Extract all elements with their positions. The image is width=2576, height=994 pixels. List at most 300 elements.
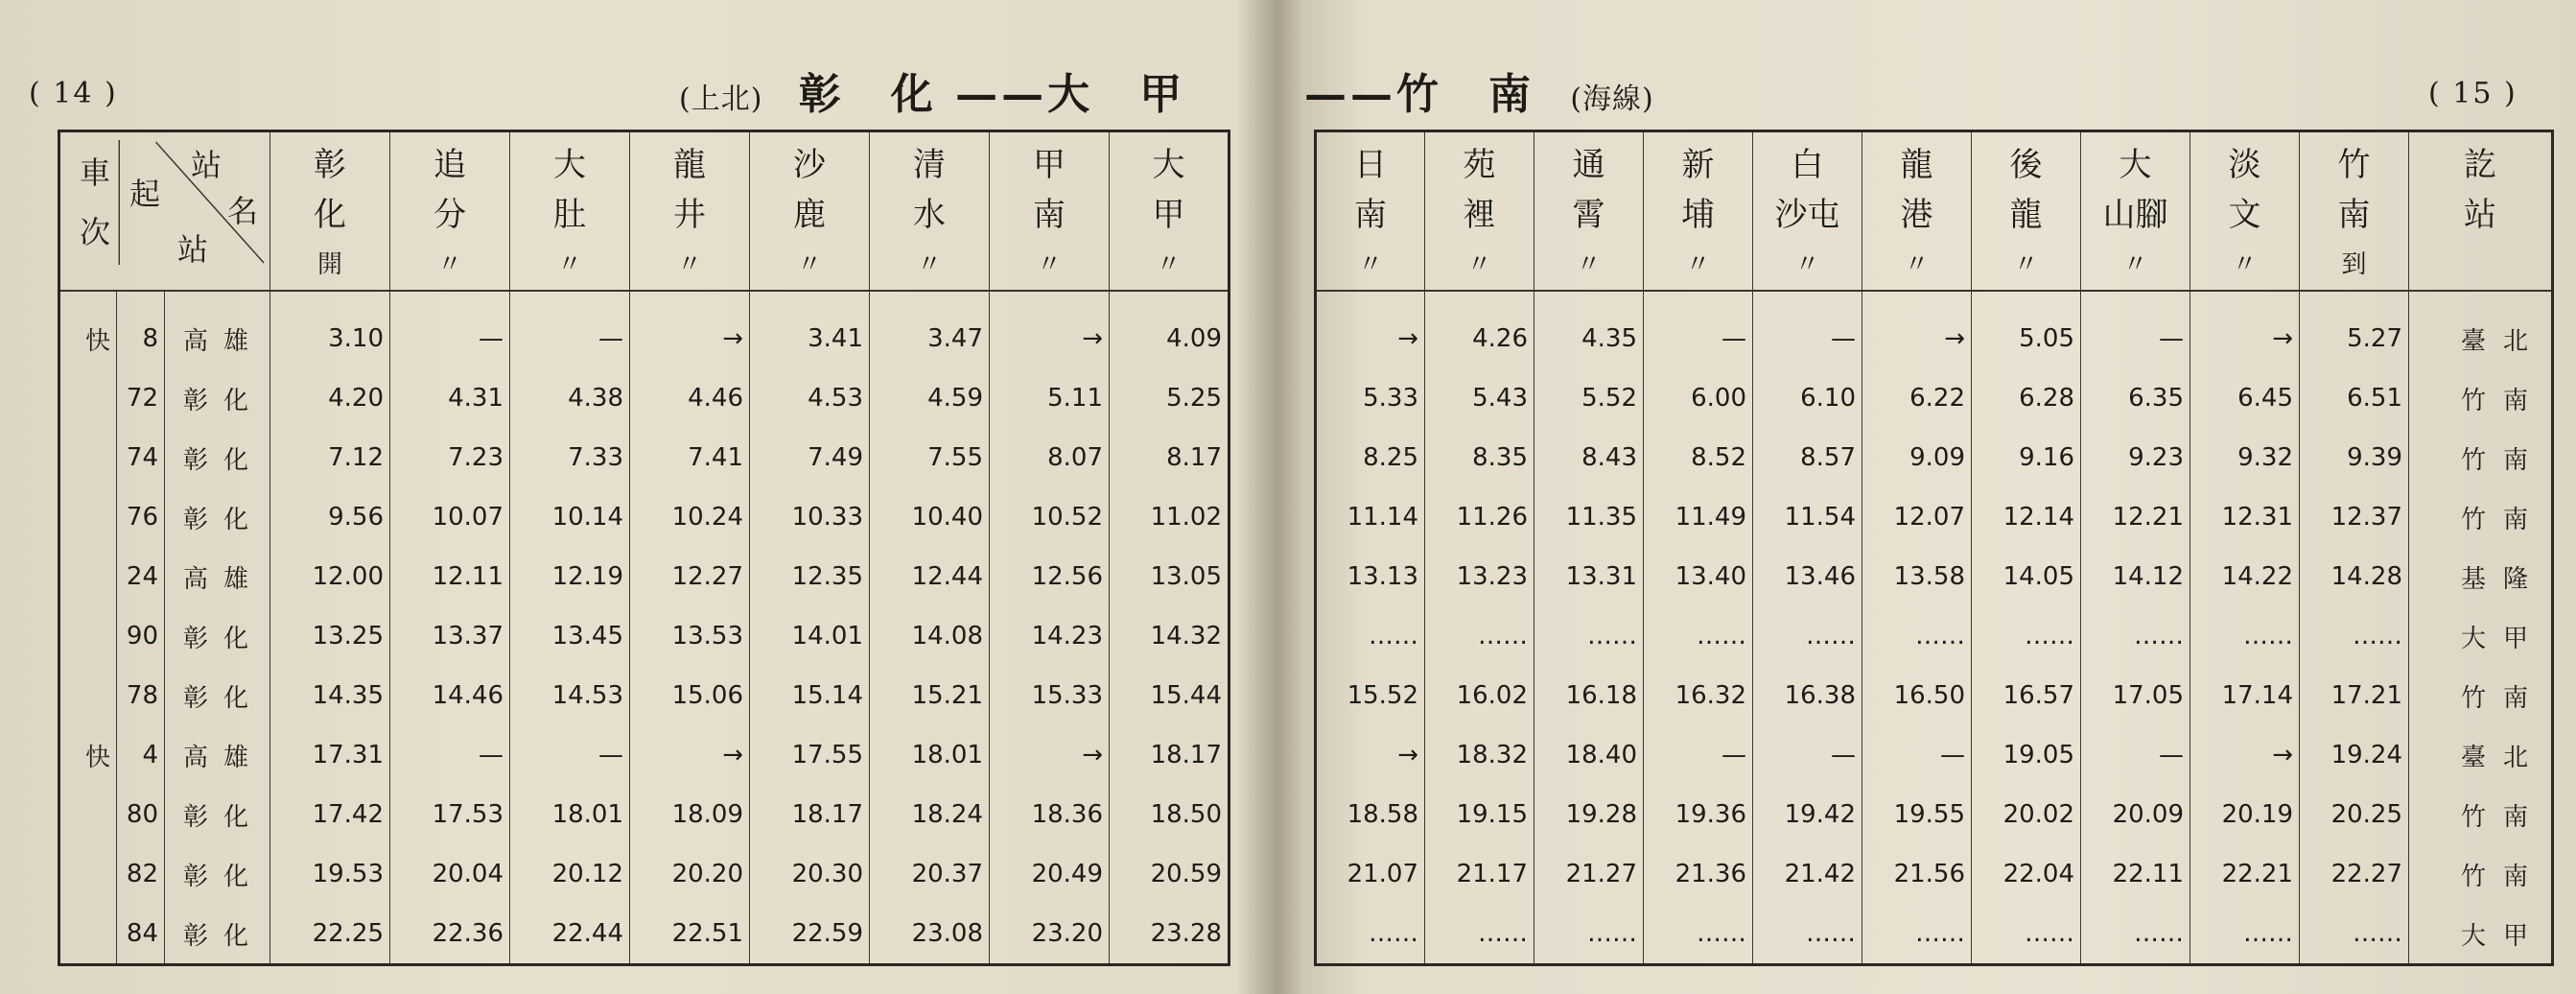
time-cell: 19.28 [1534,785,1644,844]
station-name [874,140,985,290]
station-name [1866,140,1967,290]
time-cell: → [1316,725,1425,785]
time-cell: …… [2081,904,2190,965]
train-number: 78 [117,666,165,725]
time-cell: …… [1753,606,1862,666]
origin-station: 彰化 [165,487,270,547]
station-header [870,131,990,292]
station-name [2194,140,2295,290]
time-cell: 12.14 [1972,487,2081,547]
train-number: 84 [117,904,165,965]
time-cell: → [630,291,750,368]
time-cell: 6.45 [2190,368,2300,428]
time-cell: 14.01 [750,606,870,666]
timetable-right [1314,130,2554,966]
time-cell: 18.17 [1110,725,1229,785]
train-class [59,904,117,965]
station-char-top: 日 [1354,146,1387,184]
destination-station: 竹南 [2409,844,2553,904]
station-char-top: 淡 [2228,146,2261,184]
time-cell: 5.33 [1316,368,1425,428]
time-cell: 6.10 [1753,368,1862,428]
time-cell: 16.57 [1972,666,2081,725]
destination-station: 臺北 [2409,725,2553,785]
station-char-mid: 南 [2337,196,2371,234]
time-cell: 6.51 [2300,368,2409,428]
time-cell: 14.22 [2190,547,2300,606]
time-cell: 19.55 [1862,785,1972,844]
time-cell: 13.37 [390,606,510,666]
time-cell: 7.41 [630,428,750,487]
station-char-mid: 鹿 [793,196,827,234]
station-header [1862,131,1972,292]
time-cell: 16.50 [1862,666,1972,725]
station-char-mid: 水 [913,196,947,234]
station-header [1534,131,1644,292]
time-cell: 13.05 [1110,547,1229,606]
time-cell: 13.31 [1534,547,1644,606]
timetable-row [59,487,1229,547]
time-cell: 18.40 [1534,725,1644,785]
origin-station: 高雄 [165,547,270,606]
train-class [59,547,117,606]
train-class [59,785,117,844]
time-cell: …… [1316,904,1425,965]
station-char-mid: 南 [1033,196,1066,234]
station-header [2300,131,2409,292]
time-cell: 23.08 [870,904,990,965]
time-cell: 19.36 [1644,785,1753,844]
time-cell: 10.40 [870,487,990,547]
station-name [1429,140,1530,290]
station-header [270,131,390,292]
time-cell: 20.37 [870,844,990,904]
time-cell: 21.56 [1862,844,1972,904]
origin-station: 彰化 [165,606,270,666]
time-cell: …… [2081,606,2190,666]
time-cell: 9.56 [270,487,390,547]
station-char-top: 大 [1152,146,1185,184]
station-header [2190,131,2300,292]
station-char-top: 追 [433,146,467,184]
time-cell: …… [1972,904,2081,965]
time-cell: 21.36 [1644,844,1753,904]
time-cell: 7.12 [270,428,390,487]
station-header [750,131,870,292]
station-header [1316,131,1425,292]
left-page [0,0,1247,994]
time-cell: …… [1862,904,1972,965]
corner-label-origin_a: 起 [129,176,161,212]
station-name [634,140,745,290]
destination-station: 竹南 [2409,428,2553,487]
time-cell: 20.25 [2300,785,2409,844]
title-destination: ——大 甲 [955,70,1186,119]
station-name [994,140,1105,290]
destination-station: 基隆 [2409,547,2553,606]
station-char-top: 訖 [2464,146,2496,184]
station-char-top: 龍 [1900,146,1933,184]
station-mark: 〃 [557,250,583,279]
time-cell: 8.35 [1425,428,1534,487]
time-cell: 22.21 [2190,844,2300,904]
station-mark: 〃 [1794,250,1820,279]
time-cell: …… [1534,606,1644,666]
timetable-row [59,844,1229,904]
time-cell: 14.05 [1972,547,2081,606]
train-number: 74 [117,428,165,487]
time-cell: 19.53 [270,844,390,904]
station-header [1425,131,1534,292]
timetable-row [1316,725,2553,785]
time-cell: 10.07 [390,487,510,547]
time-cell: 11.26 [1425,487,1534,547]
time-cell: 5.11 [990,368,1110,428]
time-cell: 13.53 [630,606,750,666]
time-cell: …… [1972,606,2081,666]
station-mark: 〃 [437,250,463,279]
station-char-mid: 井 [673,196,707,234]
train-number: 8 [117,291,165,368]
time-cell: 9.32 [2190,428,2300,487]
time-cell: 6.28 [1972,368,2081,428]
timetable-row [1316,666,2553,725]
origin-station: 彰化 [165,428,270,487]
time-cell: — [1753,725,1862,785]
station-name [1321,140,1420,290]
station-char-mid: 化 [314,196,347,234]
time-cell: 4.09 [1110,291,1229,368]
station-char-top: 白 [1791,146,1824,184]
station-char-mid: 分 [433,196,467,234]
station-name [2085,140,2186,290]
train-class: 快 [59,291,117,368]
time-cell: …… [1534,904,1644,965]
time-cell: 13.13 [1316,547,1425,606]
timetable-title-right [1304,59,1672,121]
time-cell: 9.09 [1862,428,1972,487]
station-name [2413,140,2547,240]
time-cell: 12.31 [2190,487,2300,547]
station-char-mid: 山腳 [2102,196,2168,234]
time-cell: 16.18 [1534,666,1644,725]
time-cell: 3.10 [270,291,390,368]
station-char-top: 甲 [1033,146,1066,184]
time-cell: — [1644,291,1753,368]
page-number-left: ( 14 ) [29,77,118,110]
time-cell: 20.02 [1972,785,2081,844]
time-cell: 10.14 [510,487,630,547]
station-mark: 〃 [1466,250,1492,279]
page-number-right: ( 15 ) [2428,77,2517,110]
time-cell: 22.27 [2300,844,2409,904]
station-name [394,140,505,290]
timetable-row [59,428,1229,487]
station-name [1757,140,1858,290]
time-cell: 8.52 [1644,428,1753,487]
train-number: 82 [117,844,165,904]
time-cell: 12.00 [270,547,390,606]
station-char-top: 沙 [793,146,827,184]
timetable-row [1316,547,2553,606]
station-mark: 開 [317,250,343,279]
train-number: 90 [117,606,165,666]
time-cell: 17.53 [390,785,510,844]
station-header [390,131,510,292]
time-cell: 12.56 [990,547,1110,606]
time-cell: → [630,725,750,785]
time-cell: 10.52 [990,487,1110,547]
time-cell: 15.06 [630,666,750,725]
time-cell: 9.39 [2300,428,2409,487]
time-cell: …… [1425,606,1534,666]
station-char-mid: 肚 [553,196,587,234]
time-cell: 4.31 [390,368,510,428]
time-cell: — [2081,725,2190,785]
station-char-top: 彰 [314,146,347,184]
time-cell: 10.24 [630,487,750,547]
time-cell: 12.07 [1862,487,1972,547]
time-cell: 5.25 [1110,368,1229,428]
station-char-top: 大 [553,146,587,184]
time-cell: → [990,725,1110,785]
time-cell: 6.00 [1644,368,1753,428]
train-class [59,844,117,904]
train-class [59,368,117,428]
time-cell: 15.33 [990,666,1110,725]
timetable-row [1316,785,2553,844]
time-cell: 3.41 [750,291,870,368]
station-header [1972,131,2081,292]
time-cell: 14.32 [1110,606,1229,666]
time-cell: 4.35 [1534,291,1644,368]
destination-station: 大甲 [2409,904,2553,965]
corner-cell [64,140,266,268]
station-char-top: 龍 [673,146,707,184]
time-cell: …… [2190,606,2300,666]
timetable-row [1316,487,2553,547]
time-cell: …… [2300,904,2409,965]
direction-label: (上北) [679,83,763,116]
station-char-mid: 裡 [1463,196,1496,234]
time-cell: — [390,291,510,368]
time-cell: 13.23 [1425,547,1534,606]
train-class [59,487,117,547]
time-cell: 8.17 [1110,428,1229,487]
destination-station: 竹南 [2409,487,2553,547]
origin-station: 彰化 [165,666,270,725]
origin-station: 彰化 [165,844,270,904]
time-cell: 3.47 [870,291,990,368]
train-class: 快 [59,725,117,785]
station-char-mid: 沙屯 [1774,196,1840,234]
time-cell: 17.05 [2081,666,2190,725]
time-cell: — [2081,291,2190,368]
time-cell: 12.44 [870,547,990,606]
station-header [2081,131,2190,292]
time-cell: — [1644,725,1753,785]
time-cell: — [1753,291,1862,368]
time-cell: 9.16 [1972,428,2081,487]
station-char-top: 苑 [1463,146,1496,184]
time-cell: 13.40 [1644,547,1753,606]
time-cell: 12.11 [390,547,510,606]
time-cell: 11.49 [1644,487,1753,547]
train-number: 72 [117,368,165,428]
time-cell: …… [1644,904,1753,965]
station-char-top: 後 [2009,146,2043,184]
time-cell: 12.35 [750,547,870,606]
train-class [59,666,117,725]
train-number: 76 [117,487,165,547]
station-name [1648,140,1748,290]
time-cell: → [1862,291,1972,368]
time-cell: → [990,291,1110,368]
station-char-top: 竹 [2337,146,2371,184]
time-cell: 17.21 [2300,666,2409,725]
time-cell: 19.42 [1753,785,1862,844]
destination-station: 竹南 [2409,368,2553,428]
timetable-row [59,606,1229,666]
time-cell: 16.38 [1753,666,1862,725]
time-cell: 14.53 [510,666,630,725]
destination-station: 竹南 [2409,666,2553,725]
time-cell: 14.46 [390,666,510,725]
train-number-header [59,131,270,292]
destination-station: 大甲 [2409,606,2553,666]
time-cell: 18.17 [750,785,870,844]
time-cell: 5.52 [1534,368,1644,428]
station-char-mid: 龍 [2009,196,2043,234]
time-cell: 18.09 [630,785,750,844]
time-cell: 19.05 [1972,725,2081,785]
station-name [1976,140,2076,290]
time-cell: 20.04 [390,844,510,904]
time-cell: 20.09 [2081,785,2190,844]
time-cell: 12.37 [2300,487,2409,547]
timetable-row [1316,291,2553,368]
time-cell: 6.22 [1862,368,1972,428]
station-char-mid: 站 [2464,196,2496,234]
time-cell: …… [1644,606,1753,666]
station-header [1644,131,1753,292]
station-name [754,140,865,290]
time-cell: 11.14 [1316,487,1425,547]
title-origin: 彰 化 [798,70,937,119]
time-cell: 17.31 [270,725,390,785]
time-cell: 20.30 [750,844,870,904]
time-cell: 12.27 [630,547,750,606]
station-char-mid: 甲 [1152,196,1185,234]
train-class [59,428,117,487]
station-mark: 〃 [797,250,823,279]
time-cell: 20.19 [2190,785,2300,844]
station-name [274,140,386,290]
timetable-row [59,547,1229,606]
time-cell: 4.59 [870,368,990,428]
station-mark: 〃 [1037,250,1063,279]
time-cell: 13.25 [270,606,390,666]
train-number: 80 [117,785,165,844]
time-cell: 22.25 [270,904,390,965]
corner-label-train_no_a: 車 [80,154,111,191]
time-cell: 19.15 [1425,785,1534,844]
time-cell: 4.20 [270,368,390,428]
station-header [630,131,750,292]
station-header [1110,131,1229,292]
corner-label-station_a: 站 [191,147,222,183]
station-char-mid: 埔 [1681,196,1715,234]
timetable-left [58,130,1230,966]
time-cell: …… [2300,606,2409,666]
time-cell: 14.23 [990,606,1110,666]
station-char-mid: 港 [1900,196,1933,234]
station-header [510,131,630,292]
timetable-row [1316,606,2553,666]
station-mark: 〃 [2013,250,2039,279]
time-cell: 17.55 [750,725,870,785]
time-cell: 16.02 [1425,666,1534,725]
time-cell: 12.19 [510,547,630,606]
time-cell: …… [1862,606,1972,666]
station-header [990,131,1110,292]
time-cell: — [510,291,630,368]
time-cell: 23.20 [990,904,1110,965]
time-cell: 8.57 [1753,428,1862,487]
origin-station: 彰化 [165,368,270,428]
time-cell: 5.43 [1425,368,1534,428]
time-cell: 22.44 [510,904,630,965]
timetable-row [1316,428,2553,487]
time-cell: 15.52 [1316,666,1425,725]
corner-label-origin_b: 站 [177,231,209,268]
station-mark: 到 [2341,250,2367,279]
time-cell: 21.27 [1534,844,1644,904]
time-cell: 9.23 [2081,428,2190,487]
station-char-mid: 南 [1354,196,1387,234]
station-mark: 〃 [2232,250,2258,279]
time-cell: 22.51 [630,904,750,965]
destination-station: 竹南 [2409,785,2553,844]
right-page [1285,0,2576,994]
station-name [1538,140,1639,290]
time-cell: 7.55 [870,428,990,487]
origin-station: 高雄 [165,291,270,368]
time-cell: — [1862,725,1972,785]
time-cell: 6.35 [2081,368,2190,428]
station-mark: 〃 [677,250,703,279]
time-cell: 22.36 [390,904,510,965]
time-cell: 14.12 [2081,547,2190,606]
time-cell: 11.02 [1110,487,1229,547]
time-cell: 4.26 [1425,291,1534,368]
time-cell: 10.33 [750,487,870,547]
time-cell: 20.20 [630,844,750,904]
time-cell: 4.46 [630,368,750,428]
corner-label-station_b: 名 [227,193,259,229]
destination-station: 臺北 [2409,291,2553,368]
timetable-row [1316,904,2553,965]
time-cell: 18.58 [1316,785,1425,844]
station-name [1113,140,1224,290]
corner-label-train_no_b: 次 [80,214,111,250]
station-mark: 〃 [2122,250,2148,279]
time-cell: — [390,725,510,785]
time-cell: 21.17 [1425,844,1534,904]
station-char-top: 清 [913,146,947,184]
time-cell: 18.32 [1425,725,1534,785]
station-mark: 〃 [1576,250,1602,279]
